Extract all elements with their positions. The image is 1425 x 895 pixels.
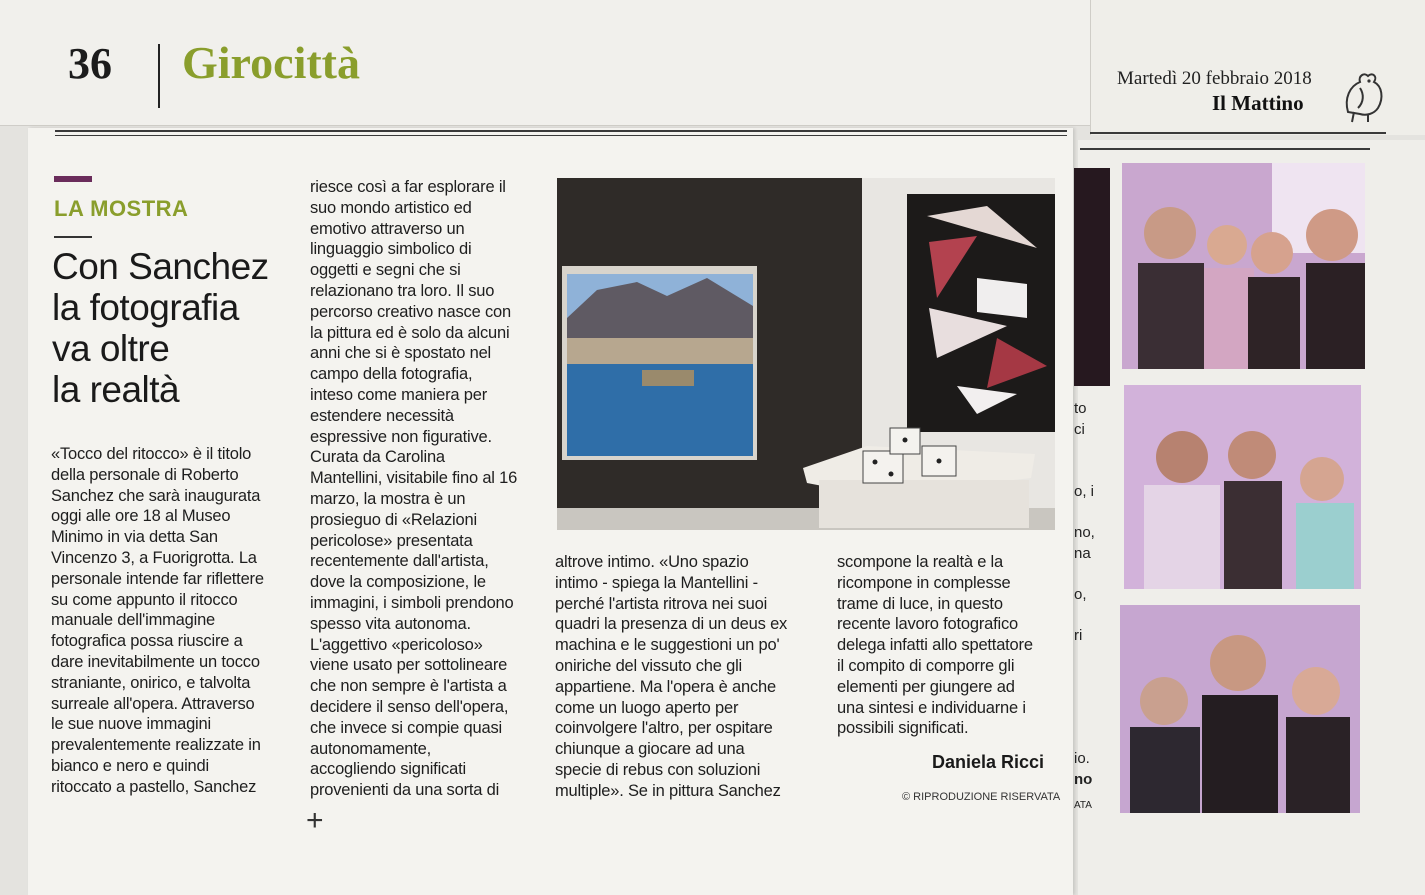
text-line: suo mondo artistico ed	[310, 198, 472, 217]
exhibition-photo	[557, 178, 1055, 530]
headline-line: la fotografia	[52, 287, 239, 328]
author-byline: Daniela Ricci	[932, 752, 1045, 772]
text-line: emotivo attraverso un	[310, 219, 465, 238]
text-line: oggetti e segni che si	[310, 261, 461, 280]
text-line: recente lavoro fotografico	[837, 615, 1018, 634]
text-line: straniante, onirico, e talvolta	[51, 673, 251, 692]
article-headline	[52, 246, 302, 410]
text-line: anni che si è spostato nel	[310, 344, 492, 363]
text-line: campo della fotografia,	[310, 365, 473, 384]
text-line: pericolose» presentata	[310, 531, 473, 550]
text-line: come un luogo aperto per	[555, 698, 739, 717]
text-line: ricompone in complesse	[837, 573, 1011, 592]
header-rule-left-thin	[55, 135, 1067, 136]
text-line: possibili significati.	[837, 719, 969, 738]
copyright-notice: © RIPRODUZIONE RISERVATA	[902, 791, 1061, 803]
text-line: provenienti da una sorta di	[310, 781, 500, 800]
tag-bar	[54, 176, 92, 182]
text-line: su come appunto il ritocco	[51, 590, 238, 609]
text-line: ritoccato a pastello, Sanchez	[51, 777, 257, 796]
party-photo	[1122, 163, 1365, 369]
fragment-text: to	[1074, 400, 1087, 417]
section-title: Girocittà	[182, 37, 360, 88]
text-line: che non sempre è l'artista a	[310, 677, 507, 696]
text-column-1	[51, 444, 264, 798]
article-kicker: LA MOSTRA	[54, 196, 189, 221]
text-line: Curata da Carolina	[310, 448, 445, 467]
text-line: estendere necessità	[310, 406, 454, 425]
text-line: marzo, la mostra è un	[310, 489, 466, 508]
text-line: trame di luce, in questo	[837, 594, 1003, 613]
text-line: perché l'artista ritrova nei suoi	[555, 594, 768, 613]
text-line: viene usato per sottolineare	[310, 656, 508, 675]
crop-mark: +	[306, 804, 324, 837]
text-line: Sanchez che sarà inaugurata	[51, 486, 261, 505]
header-rule-left	[55, 130, 1067, 132]
headline-line: Con Sanchez	[52, 246, 269, 287]
text-line: Vincenzo 3, a Fuorigrotta. La	[51, 548, 257, 567]
text-line: multiple». Se in pittura Sanchez	[555, 781, 781, 800]
text-line: recentemente dall'artista,	[310, 552, 489, 571]
text-line: manuale dell'immagine	[51, 611, 216, 630]
fragment-text: ci	[1074, 421, 1085, 438]
text-line: «Tocco del ritocco» è il titolo	[51, 445, 252, 463]
previous-page-strip	[0, 0, 1090, 126]
text-line: decidere il senso dell'opera,	[310, 697, 509, 716]
page-number: 36	[68, 39, 112, 88]
text-line: delega infatti allo spettatore	[837, 636, 1033, 655]
party-photo	[1120, 605, 1360, 813]
text-line: immagini, i simboli prendono	[310, 593, 514, 612]
text-line: oggi alle ore 18 al Museo	[51, 507, 231, 526]
text-line: personale intende far riflettere	[51, 569, 264, 588]
text-line: intimo - spiega la Mantellini -	[555, 573, 758, 592]
text-line: Minimo in via detta San	[51, 528, 218, 547]
text-line: machina e le suggestioni un po'	[555, 636, 780, 655]
text-line: autonomamente,	[310, 739, 432, 758]
header-rule-right	[1090, 132, 1386, 134]
text-line: altrove intimo. «Uno spazio	[555, 553, 749, 571]
text-line: la pittura ed è solo da alcuni	[310, 323, 510, 342]
header-rule-right-2	[1080, 148, 1370, 150]
text-line: dove la composizione, le	[310, 573, 486, 592]
text-line: accogliendo significati	[310, 760, 466, 779]
fragment-text: io.	[1074, 750, 1090, 767]
text-line: della personale di Roberto	[51, 465, 239, 484]
text-line: Mantellini, visitabile fino al 16	[310, 469, 518, 488]
text-line: surreale all'opera. Attraverso	[51, 694, 255, 713]
newspaper-masthead: Il Mattino	[1212, 91, 1304, 115]
text-line: linguaggio simbolico di	[310, 240, 472, 259]
fragment-text: o,	[1074, 586, 1087, 603]
fragment-text: na	[1074, 545, 1091, 562]
text-line: spesso vita autonoma.	[310, 614, 471, 633]
text-line: che invece si compie quasi	[310, 718, 502, 737]
issue-date: Martedì 20 febbraio 2018	[1117, 68, 1312, 89]
text-line: una sintesi e individuarne i	[837, 698, 1026, 717]
fragment-text: o, i	[1074, 483, 1095, 500]
text-column-2	[310, 177, 517, 801]
text-line: le sue nuove immagini	[51, 715, 211, 734]
text-line: prosieguo di «Relazioni	[310, 510, 477, 529]
fragment-text: no	[1074, 771, 1093, 788]
text-line: coinvolgere l'altro, per ospitare	[555, 719, 773, 738]
text-line: bianco e nero e quindi	[51, 756, 209, 775]
text-line: prevalentemente realizzate in	[51, 736, 261, 755]
headline-line: la realtà	[52, 369, 180, 410]
text-line: relazionano tra loro. Il suo	[310, 281, 495, 300]
text-line: chiunque a giocare ad una	[555, 740, 745, 759]
fragment-text: ri	[1074, 627, 1083, 644]
fragment-text: ATA	[1074, 800, 1092, 811]
text-line: riesce così a far esplorare il	[310, 178, 506, 196]
dark-photo-strip	[1074, 168, 1110, 386]
rooster-logo-icon	[1338, 68, 1388, 124]
text-line: dare inevitabilmente un tocco	[51, 652, 260, 671]
text-line: elementi per giungere ad	[837, 677, 1015, 696]
text-line: quadri la presenza di un deus ex	[555, 615, 788, 634]
text-line: L'aggettivo «pericoloso»	[310, 635, 483, 654]
party-photo	[1124, 385, 1361, 589]
kicker-underline	[54, 236, 92, 238]
headline-line: va oltre	[52, 328, 170, 369]
text-column-4	[837, 552, 1033, 739]
text-column-3	[555, 552, 787, 802]
text-line: espressive non figurative.	[310, 427, 492, 446]
text-line: percorso creativo nasce con	[310, 302, 511, 321]
text-line: appartiene. Ma l'opera è anche	[555, 677, 776, 696]
fragment-text: no,	[1074, 524, 1095, 541]
text-line: fotografica possa riuscire a	[51, 632, 243, 651]
text-line: il compito di comporre gli	[837, 656, 1015, 675]
text-line: inteso come maniera per	[310, 385, 487, 404]
text-line: specie di rebus con soluzioni	[555, 760, 761, 779]
header-divider	[158, 44, 160, 108]
text-line: oniriche del vissuto che gli	[555, 656, 743, 675]
text-line: scompone la realtà e la	[837, 553, 1003, 571]
